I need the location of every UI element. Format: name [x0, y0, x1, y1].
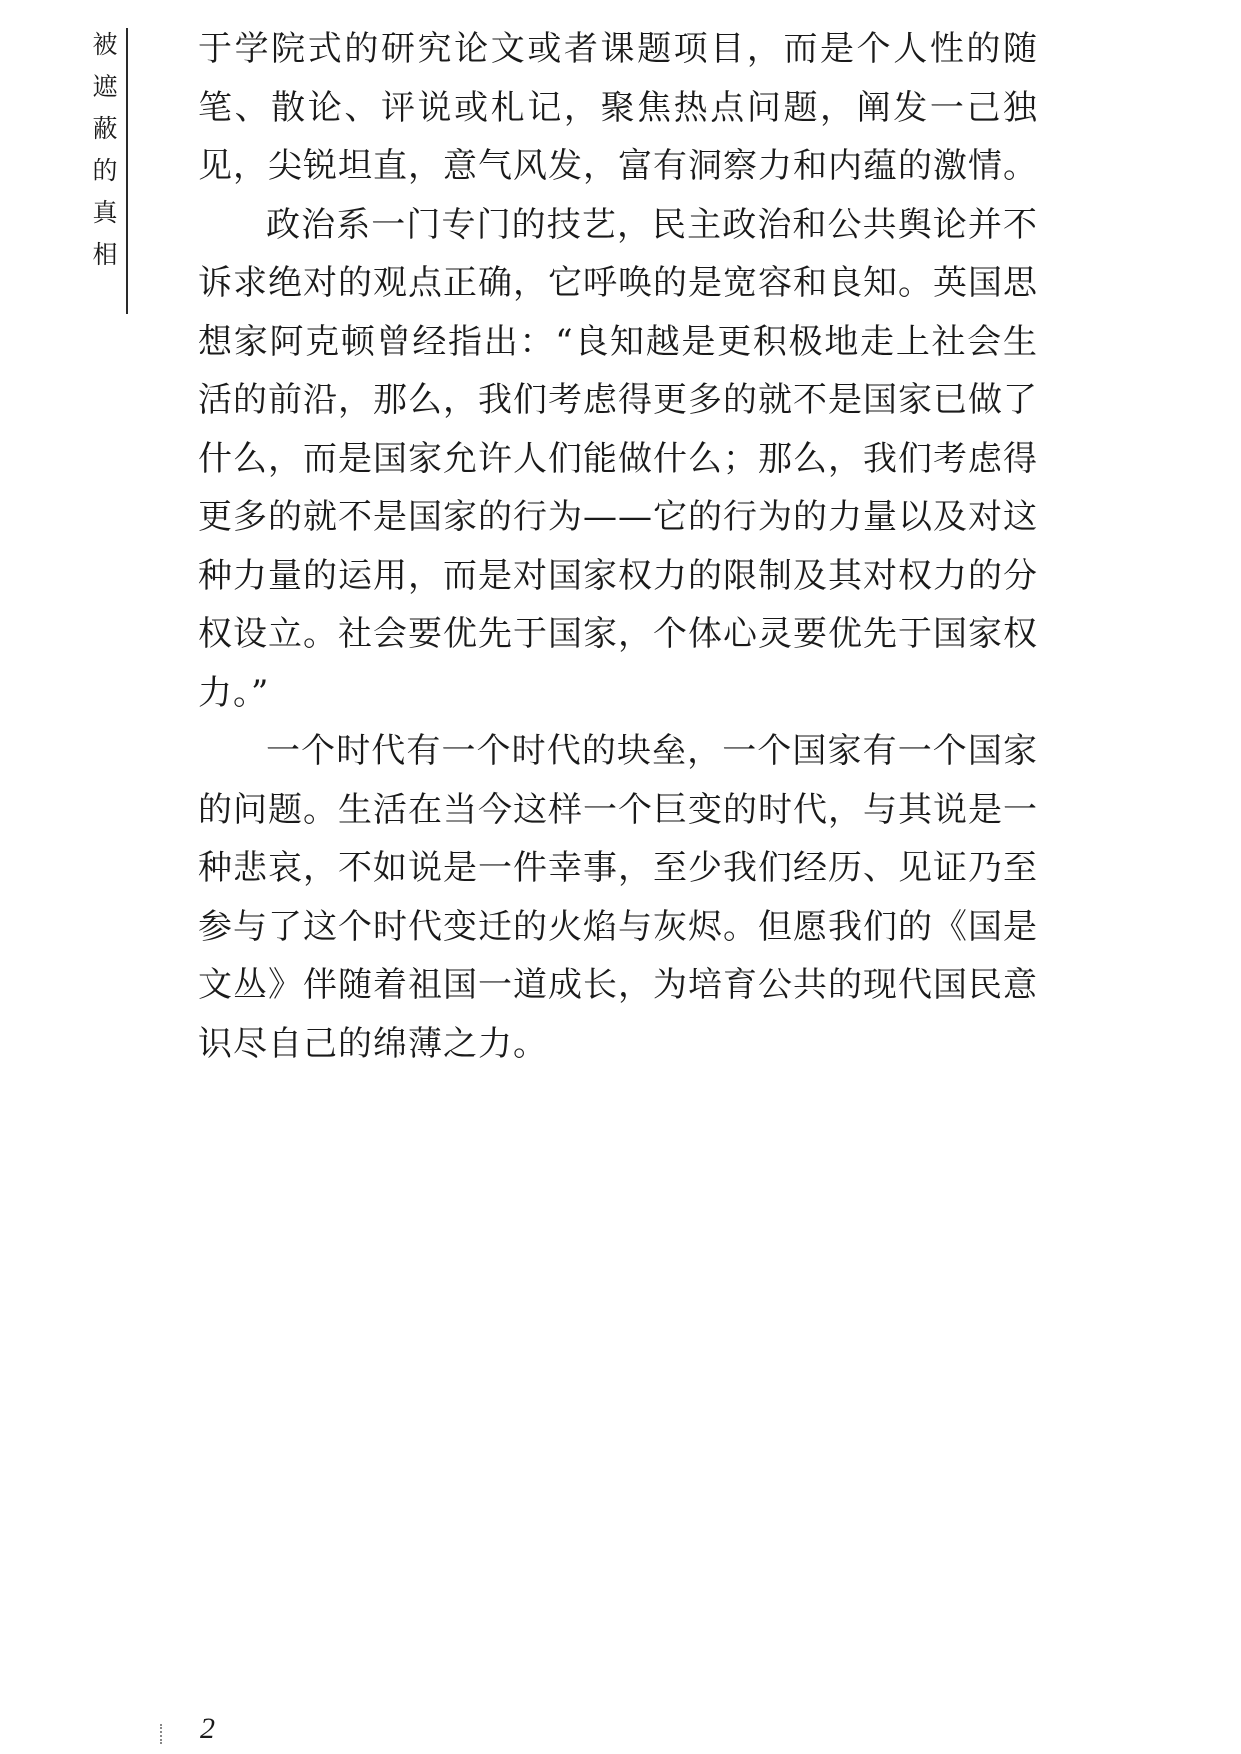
- running-head-char: 被: [92, 30, 118, 59]
- running-head-char: 真: [92, 198, 118, 227]
- paragraph-politics: 政治系一门专门的技艺，民主政治和公共舆论并不诉求绝对的观点正确，它呼唤的是宽容和良知。英国思想家阿克顿曾经指出：“良知越是更积极地走上社会生活的前沿，那么，我们考虑得更多的就不是国家已做了什么，而是国家允许人们能做什么；那么，我们考虑得更多的就不是国家的行为——它的行为的力量以及对这种力量的运用，而是对国家权力的限制及其对权力的分权设立。社会要优先于国家，个体心灵要优先于国家权力。”: [198, 204, 1038, 713]
- paragraph-continuation: 于学院式的研究论文或者课题项目，而是个人性的随笔、散论、评说或札记，聚焦热点问题，阐发一己独见，尖锐坦直，意气风发，富有洞察力和内蕴的激情。: [198, 29, 1038, 186]
- running-head-char: 蔽: [92, 114, 118, 143]
- margin-mark: [160, 1724, 164, 1744]
- paragraph-era: 一个时代有一个时代的块垒，一个国家有一个国家的问题。生活在当今这样一个巨变的时代，与其说是一种悲哀，不如说是一件幸事，至少我们经历、见证乃至参与了这个时代变迁的火焰与灰烬。但愿我们的《国是文丛》伴随着祖国一道成长，为培育公共的现代国民意识尽自己的绵薄之力。: [198, 731, 1038, 1064]
- body-text: [198, 20, 1038, 1073]
- running-head-vertical-title: [88, 24, 122, 276]
- running-head-char: 的: [92, 156, 118, 185]
- running-head-char: 相: [92, 240, 118, 269]
- running-head-char: 遮: [92, 72, 118, 101]
- page-number: 2: [200, 1712, 215, 1745]
- running-head-divider: [126, 28, 128, 314]
